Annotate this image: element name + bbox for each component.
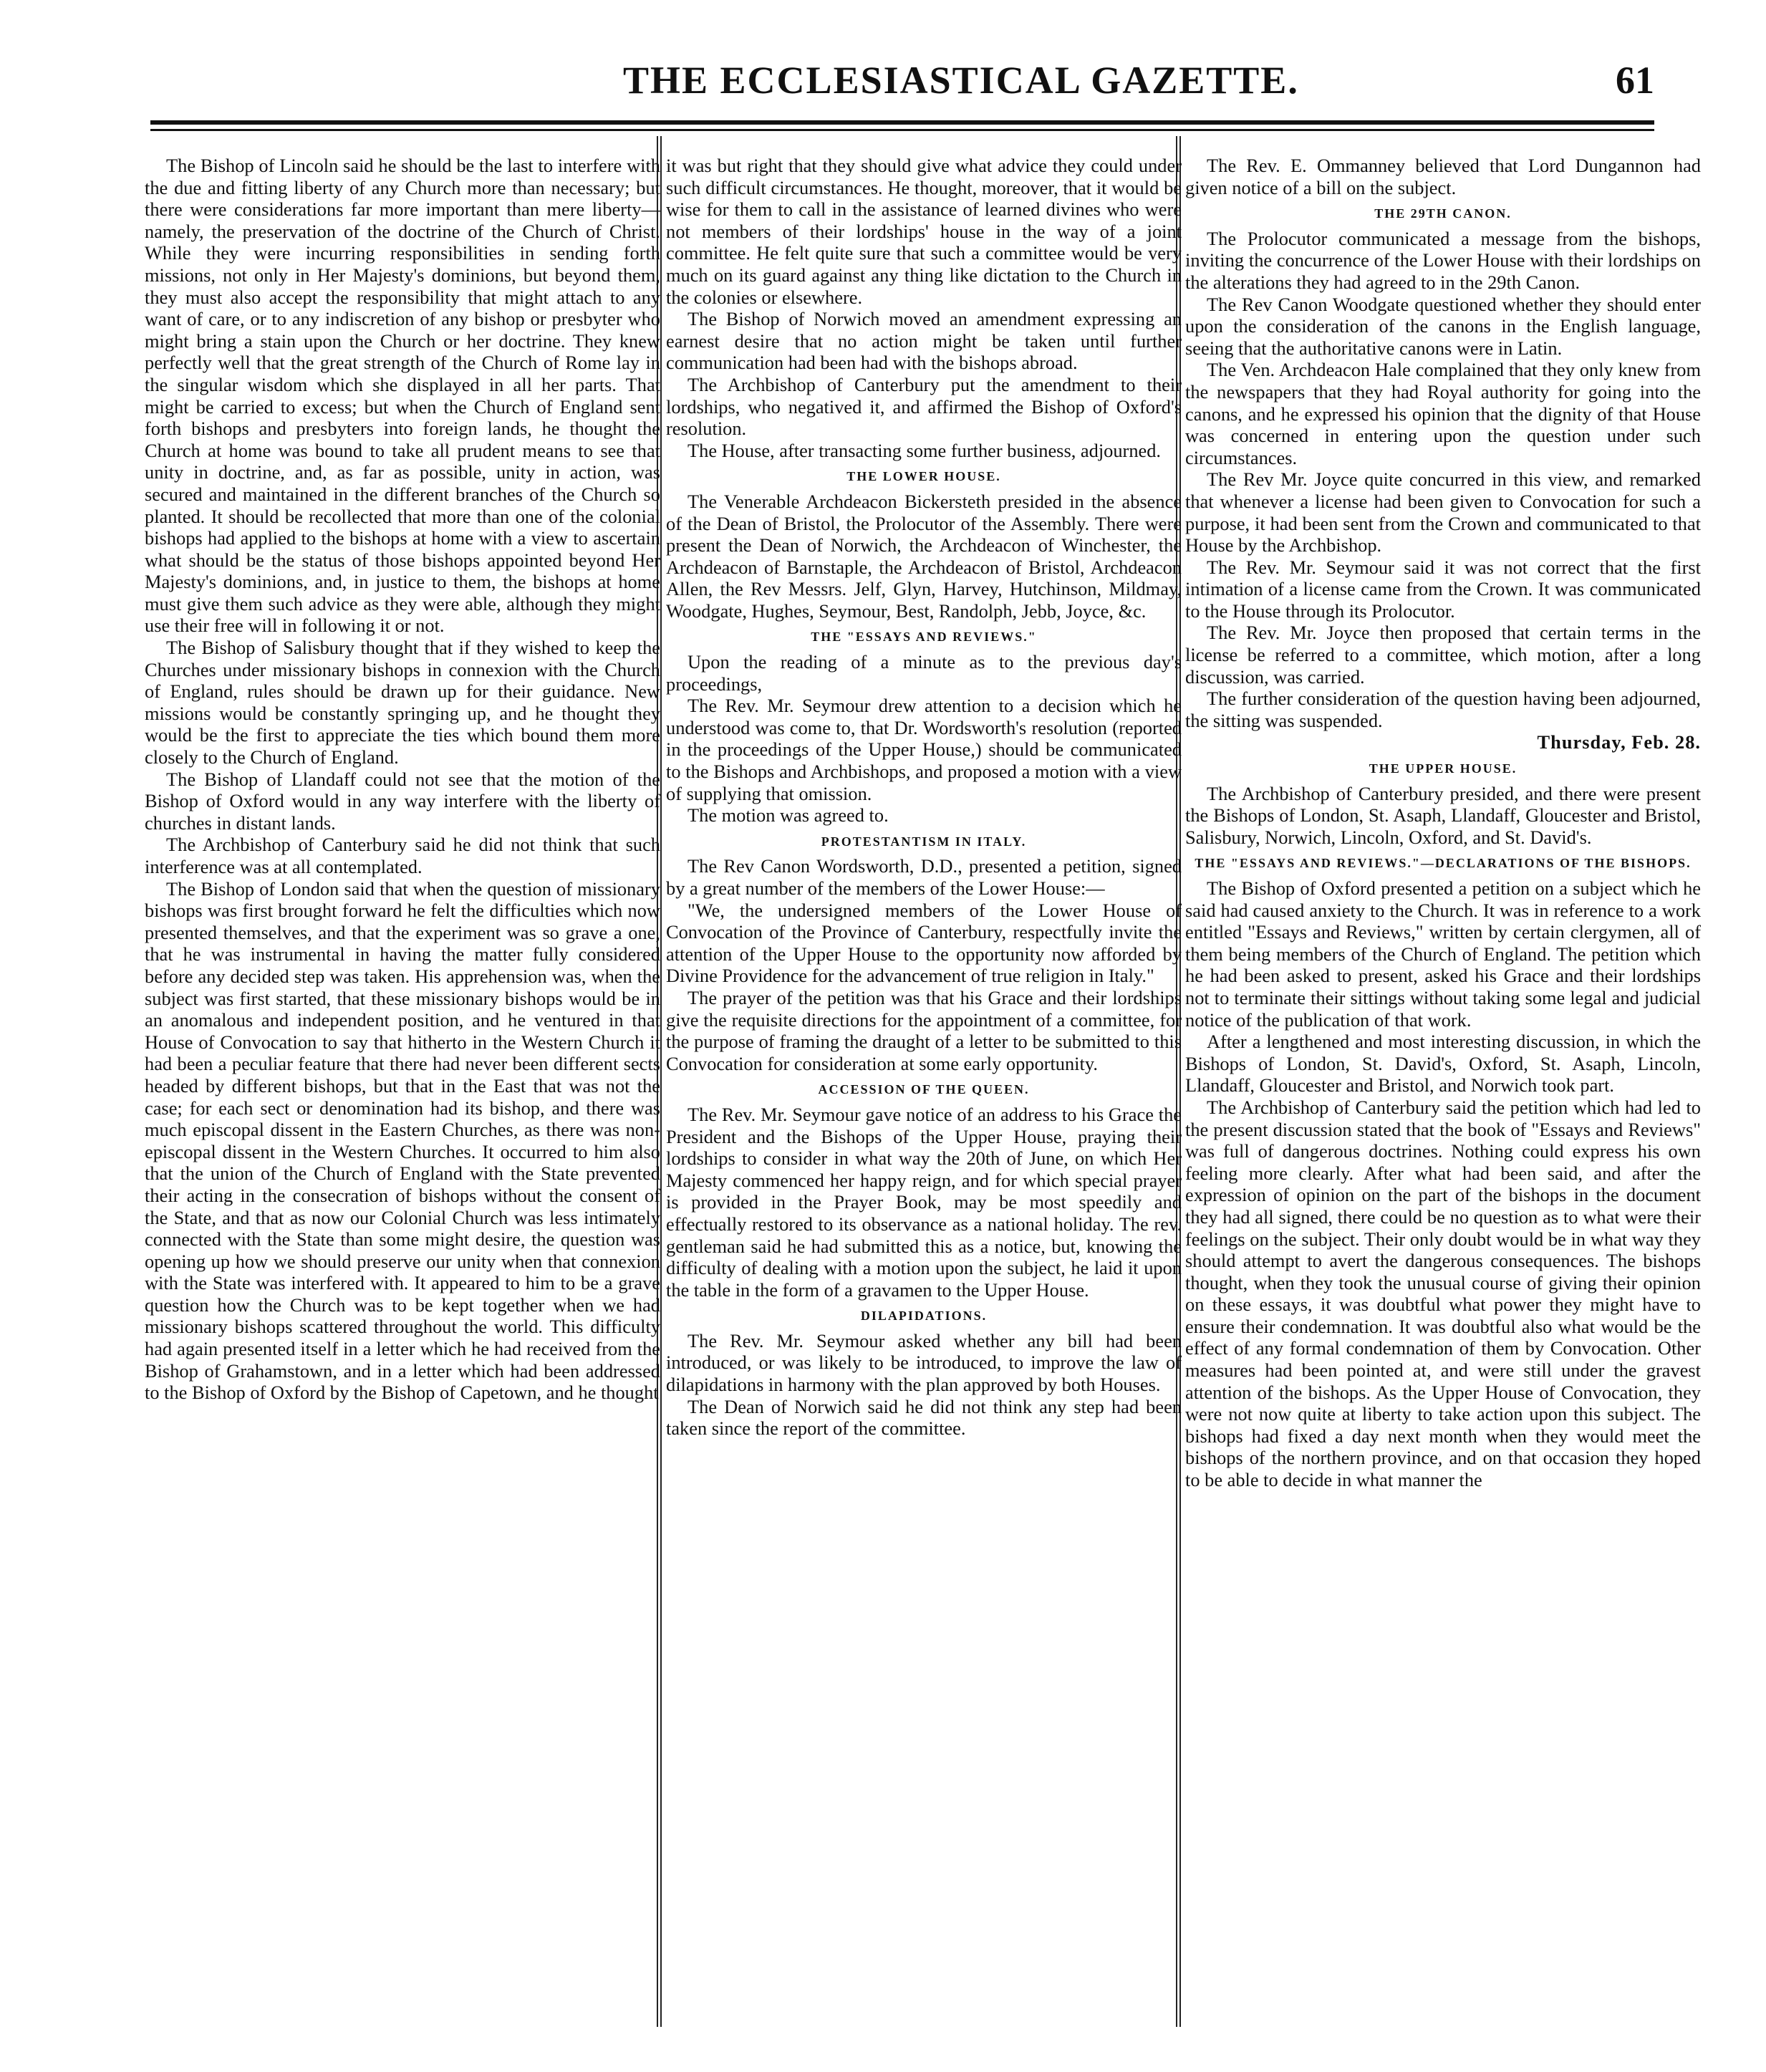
paragraph: The Rev. E. Ommanney believed that Lord Dungannon had given notice of a bill on the subject. xyxy=(1185,155,1701,198)
paragraph: After a lengthened and most interesting discussion, in which the Bishops of London, St. David's, Oxford, St. Asaph, Lincoln, Llandaff, Gloucester and Bristol, and Norwich took part. xyxy=(1185,1031,1701,1097)
paragraph: The Archbishop of Canterbury said he did not think that such interference was at all contemplated. xyxy=(145,834,660,877)
paragraph: The House, after transacting some further business, adjourned. xyxy=(687,439,1162,461)
page-number: 61 xyxy=(1616,59,1654,102)
paragraph: it was but right that they should give what advice they could under such difficult circumstances. He thought, moreover, that it would be wise for them to call in the assistance of learned divines who were not members of their lordships' house in the way of a joint committee. He felt quite sure that such a committee would be very much on its guard against any thing like dictation to the Church in the colonies or elsewhere. xyxy=(666,155,1182,308)
paragraph: The Venerable Archdeacon Bickersteth presided in the absence of the Dean of Bristol, the Prolocutor of the Assembly. There were present the Dean of Norwich, the Archdeacon of Winchester, the Archdeacon of Barnstaple, the Archdeacon of Bristol, Archdeacon Allen, the Rev Messrs. Jelf, Glyn, Harvey, Hutchinson, Mildmay, Woodgate, Hughes, Seymour, Best, Randolph, Jebb, Joyce, &c. xyxy=(666,490,1182,622)
column-middle xyxy=(666,155,1182,2017)
section-heading: THE 29TH CANON. xyxy=(1374,206,1512,221)
paragraph: The Archbishop of Canterbury put the amendment to their lordships, who negatived it, and affirmed the Bishop of Oxford's resolution. xyxy=(666,373,1182,440)
paragraph: The Rev. Mr. Seymour gave notice of an address to his Grace the President and the Bishops of the Upper House, praying their lordships to consider in what way the 20th of June, on which Her Majesty commenced her happy reign, and for which special prayer is provided in the Prayer Book, may be most speedily and effectually restored to its observance as a national holiday. The rev. gentleman said he had submitted this as a notice, but, knowing the difficulty of dealing with a motion upon the subject, he laid it upon the table in the form of a gravamen to the Upper House. xyxy=(666,1103,1182,1301)
column-left xyxy=(145,155,660,2017)
paragraph: The Dean of Norwich said he did not think any step had been taken since the report of the committee. xyxy=(666,1395,1182,1440)
paragraph: The Rev Canon Wordsworth, D.D., presented a petition, signed by a great number of the members of the Lower House:— xyxy=(666,855,1182,899)
paragraph: The Rev Mr. Joyce quite concurred in this view, and remarked that whenever a license had been given to Convocation for such a purpose, it had been sent from the Crown and communicated to that House by the Archbishop. xyxy=(1185,468,1701,556)
section-heading: THE "ESSAYS AND REVIEWS."—DECLARATIONS OF THE BISHOPS. xyxy=(1195,856,1692,871)
paragraph: The Prolocutor communicated a message from the bishops, inviting the concurrence of the Lower House with their lordships on the alterations they had agreed to in the 29th Canon. xyxy=(1185,227,1701,293)
paragraph: The Bishop of Llandaff could not see that the motion of the Bishop of Oxford would in any way interfere with the liberty of churches in distant lands. xyxy=(145,768,660,834)
section-heading: ACCESSION OF THE QUEEN. xyxy=(818,1082,1030,1097)
masthead-rule-thin xyxy=(150,129,1654,131)
paragraph: The Rev Canon Woodgate questioned whether they should enter upon the consideration of the canons in the English language, seeing that the authoritative canons were in Latin. xyxy=(1185,293,1701,359)
paragraph: The Rev. Mr. Seymour asked whether any bill had been introduced, or was likely to be introduced, to improve the law of dilapidations in harmony with the plan approved by both Houses. xyxy=(666,1329,1182,1396)
masthead xyxy=(150,59,1654,109)
paragraph: The Bishop of Oxford presented a petition on a subject which he said had caused anxiety to the Church. It was in reference to a work entitled "Essays and Reviews," written by certain clergymen, all of them being members of the Church of England. The petition which he had been asked to present, asked his Grace and their lordships not to terminate their sittings without taking some legal and judicial notice of the publication of that work. xyxy=(1185,877,1701,1031)
masthead-rule-thick xyxy=(150,120,1654,125)
paragraph: The Rev. Mr. Joyce then proposed that certain terms in the license be referred to a committee, which motion, after a long discussion, was carried. xyxy=(1185,622,1701,688)
section-heading: THE "ESSAYS AND REVIEWS." xyxy=(811,630,1037,645)
paragraph: The Rev. Mr. Seymour drew attention to a decision which he understood was come to, that Dr. Wordsworth's resolution (reported in the proceedings of the Upper House,) should be communicated to the Bishops and Archbishops, and proposed a motion with a view of supplying that omission. xyxy=(666,695,1182,804)
masthead-title: THE ECCLESIASTICAL GAZETTE. xyxy=(623,59,1299,102)
paragraph: The prayer of the petition was that his Grace and their lordships give the requisite directions for the appointment of a committee, for the purpose of framing the draught of a letter to be submitted to this Convocation for consideration at some early opportunity. xyxy=(666,986,1182,1074)
paragraph: The Archbishop of Canterbury presided, and there were present the Bishops of London, St. Asaph, Llandaff, Gloucester and Bristol, Salisbury, Norwich, Lincoln, Oxford, and St. David's. xyxy=(1185,782,1701,848)
paragraph: "We, the undersigned members of the Lower House of Convocation of the Province of Canterbury, respectfully invite the attention of the Upper House to the opportunity now afforded by Divine Providence for the advancement of true religion in Italy." xyxy=(666,899,1182,987)
paragraph: The further consideration of the question having been adjourned, the sitting was suspended. xyxy=(1185,688,1701,731)
paragraph: The Archbishop of Canterbury said the petition which had led to the present discussion stated that the book of "Essays and Reviews" was full of dangerous doctrines. Nothing could express his own feeling more clearly. After what had been said, and after the expression of opinion on the part of the bishops in the document they had all signed, there could be no question as to what were their feelings on the subject. Their only doubt would be in what way they should attempt to avert the dangerous consequences. The bishops thought, when they took the unusual course of giving their opinion on these essays, it was doubtful what power they might have to ensure their condemnation. It was doubtful also what would be the effect of any formal condemnation of them by Convocation. Other measures had been pointed at, and were still under the gravest attention of the bishops. As the Upper House of Convocation, they were not now quite at liberty to take action upon this subject. The bishops had fixed a day next month when they would meet the bishops of the northern province, and on that occasion they hoped to be able to decide in what manner the xyxy=(1185,1096,1701,1491)
paragraph: The Bishop of Norwich moved an amendment expressing an earnest desire that no action might be taken until further communication had been had with the bishops abroad. xyxy=(666,308,1182,374)
paragraph: Upon the reading of a minute as to the previous day's proceedings, xyxy=(666,651,1182,695)
section-heading: PROTESTANTISM IN ITALY. xyxy=(821,834,1027,849)
paragraph: The Ven. Archdeacon Hale complained that they only knew from the newspapers that they had Royal authority for going into the canons, and he expressed his opinion that the dignity of that House was concerned in entering upon the question under such circumstances. xyxy=(1185,359,1701,468)
column-divider-left-double xyxy=(660,136,662,2027)
section-heading: DILAPIDATIONS. xyxy=(860,1309,988,1324)
column-right xyxy=(1185,155,1701,2017)
paragraph: The motion was agreed to. xyxy=(687,804,889,827)
section-heading: THE UPPER HOUSE. xyxy=(1369,761,1517,776)
paragraph: The Bishop of London said that when the question of missionary bishops was first brought forward he felt the difficulties which now presented themselves, and that the experiment was so grave a one, that he was instrumental in having the matter fully considered before any decided step was taken. His apprehension was, when the subject was first started, that these missionary bishops would be in an anomalous and independent position, and he ventured in that House of Convocation to say that hitherto in the Western Church it had been a peculiar feature that there had never been different sects headed by different bishops, but that in the East that was not the case; for each sect or denomination had its bishop, and there was much episcopal dissent in the Eastern Churches, as there was non-episcopal dissent in the Western Churches. It occurred to him also that the union of the Church of England with the State prevented their acting in the consecration of bishops without the consent of the State, and that as now our Colonial Church was less intimately connected with the State than some might desire, the question was opening up how we should preserve our unity when that connexion with the State was interfered with. It appeared to him to be a grave question how the Church was to be kept together when we had missionary bishops scattered throughout the world. This difficulty had again presented itself in a letter which he had received from the Bishop of Grahamstown, and in a letter which had been addressed to the Bishop of Oxford by the Bishop of Capetown, and he thought xyxy=(145,877,660,1404)
section-heading: THE LOWER HOUSE. xyxy=(846,469,1001,484)
paragraph: The Rev. Mr. Seymour said it was not correct that the first intimation of a license came from the Crown. It was communicated to the House through its Prolocutor. xyxy=(1185,556,1701,622)
paragraph: The Bishop of Salisbury thought that if they wished to keep the Churches under missionary bishops in connexion with the Church of England, rules should be drawn up for their guidance. New missions would be constantly springing up, and he thought they would be the first to appreciate the ties which bound them more closely to the Church of England. xyxy=(145,637,660,768)
date-line: Thursday, Feb. 28. xyxy=(1537,731,1701,753)
paragraph: The Bishop of Lincoln said he should be the last to interfere with the due and fitting liberty of any Church more than necessary; but there were considerations far more important than mere liberty—namely, the preservation of the doctrine of the Church of Christ. While they were incurring responsibilities in sending forth missions, not only in Her Majesty's dominions, but beyond them, they must also accept the responsibility that might attach to any want of care, or to any indiscretion of any bishop or presbyter who might bring a stain upon the Church or her doctrine. They knew perfectly well that the great strength of the Church of Rome lay in the singular wisdom which she displayed in all her parts. That might be carried to excess; but when the Church of England sent forth bishops and presbyters into foreign lands, he thought the Church at home was bound to take all prudent means to see that unity in doctrine, and, as far as possible, unity in action, was secured and maintained in the different branches of the Church so planted. It should be recollected that more than one of the colonial bishops had applied to the bishops at home with a view to ascertain what should be the status of those bishops appointed beyond Her Majesty's dominions, and, in justice to them, the bishops at home must give them such advice as they were able, although they might use their free will in following it or not. xyxy=(145,155,660,637)
